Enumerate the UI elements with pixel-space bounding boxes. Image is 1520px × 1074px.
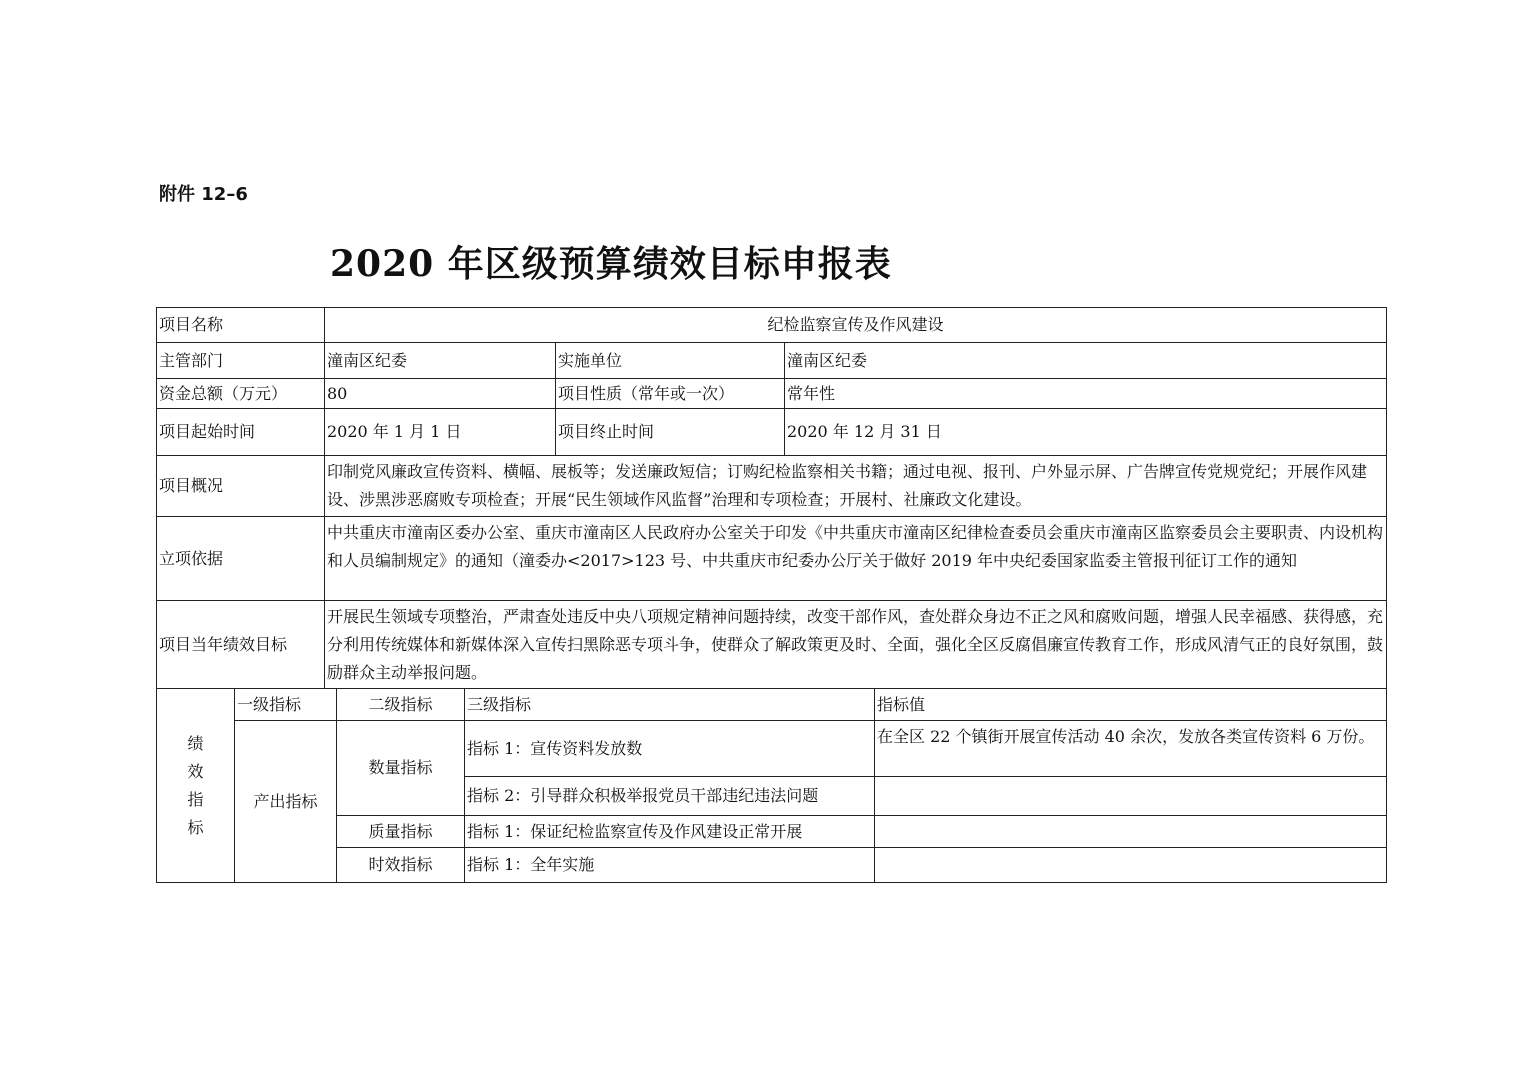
overview-label: 项目概况 <box>156 455 325 517</box>
implementing-unit-label: 实施单位 <box>555 342 785 379</box>
section-char: 标 <box>187 817 204 837</box>
header-value: 指标值 <box>874 688 1387 721</box>
project-nature-label: 项目性质（常年或一次） <box>555 378 785 409</box>
level2-quality: 质量指标 <box>336 815 465 848</box>
level1-output: 产出指标 <box>234 720 337 883</box>
funding-label: 资金总额（万元） <box>156 378 325 409</box>
level2-timeliness: 时效指标 <box>336 847 465 883</box>
project-name-label: 项目名称 <box>156 307 325 343</box>
start-time-value: 2020 年 1 月 1 日 <box>324 408 556 456</box>
indicator-name: 指标 2：引导群众积极举报党员干部违纪违法问题 <box>464 776 875 816</box>
section-char: 效 <box>187 761 204 781</box>
indicator-value <box>874 776 1387 816</box>
project-name-value: 纪检监察宣传及作风建设 <box>324 307 1387 343</box>
indicator-name: 指标 1：保证纪检监察宣传及作风建设正常开展 <box>464 815 875 848</box>
goal-label: 项目当年绩效目标 <box>156 600 325 689</box>
goal-value: 开展民生领域专项整治，严肃查处违反中央八项规定精神问题持续，改变干部作风，查处群众身边不正之风和腐败问题，增强人民幸福感、获得感，充分利用传统媒体和新媒体深入宣传扫黑除恶专项斗争，使群众了解政策更及时、全面，强化全区反腐倡廉宣传教育工作，形成风清气正的良好氛围，鼓励群众主动举报问题。 <box>324 600 1387 689</box>
performance-indicators-label <box>156 688 235 883</box>
level2-quantity: 数量指标 <box>336 720 465 816</box>
basis-value: 中共重庆市潼南区委办公室、重庆市潼南区人民政府办公室关于印发《中共重庆市潼南区纪律检查委员会重庆市潼南区监察委员会主要职责、内设机构和人员编制规定》的通知（潼委办<2017>123 号、中共重庆市纪委办公厅关于做好 2019 年中央纪委国家监委主管报刊征订工作的通知 <box>324 516 1387 601</box>
department-label: 主管部门 <box>156 342 325 379</box>
funding-value: 80 <box>324 378 556 409</box>
end-time-value: 2020 年 12 月 31 日 <box>784 408 1387 456</box>
end-time-label: 项目终止时间 <box>555 408 785 456</box>
header-level2: 二级指标 <box>336 688 465 721</box>
indicator-value: 在全区 22 个镇街开展宣传活动 40 余次，发放各类宣传资料 6 万份。 <box>874 720 1387 777</box>
indicator-value <box>874 847 1387 883</box>
basis-label: 立项依据 <box>156 516 325 601</box>
header-level1: 一级指标 <box>234 688 337 721</box>
project-nature-value: 常年性 <box>784 378 1387 409</box>
department-value: 潼南区纪委 <box>324 342 556 379</box>
page-title: 2020 年区级预算绩效目标申报表 <box>330 243 892 285</box>
attachment-label: 附件 12–6 <box>159 184 248 205</box>
indicator-value <box>874 815 1387 848</box>
header-level3: 三级指标 <box>464 688 875 721</box>
overview-value: 印制党风廉政宣传资料、横幅、展板等；发送廉政短信；订购纪检监察相关书籍；通过电视、报刊、户外显示屏、广告牌宣传党规党纪；开展作风建设、涉黑涉恶腐败专项检查；开展“民生领域作风监督”治理和专项检查；开展村、社廉政文化建设。 <box>324 455 1387 517</box>
section-char: 绩 <box>187 733 204 753</box>
indicator-name: 指标 1：宣传资料发放数 <box>464 720 875 777</box>
section-char: 指 <box>187 789 204 809</box>
indicator-name: 指标 1：全年实施 <box>464 847 875 883</box>
start-time-label: 项目起始时间 <box>156 408 325 456</box>
implementing-unit-value: 潼南区纪委 <box>784 342 1387 379</box>
